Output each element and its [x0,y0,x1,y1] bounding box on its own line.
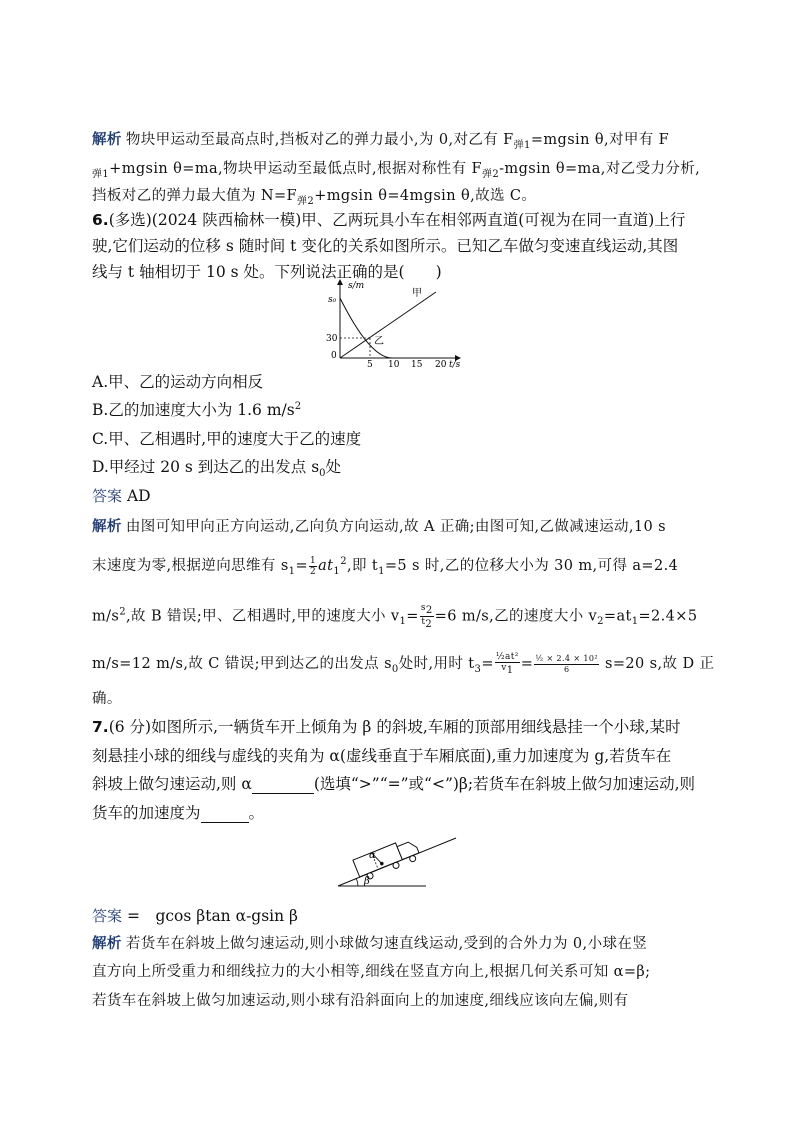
q6-solution-line-3: $m/s^2$,故 B 错误;甲、乙相遇时,甲的速度大小 $v_1=$ $\frac{s_2}{t_2}$ =6 m/s,乙的速度大小 $v_2=at_1=2.4\times 5$ [92,603,698,630]
q7-answer: 答案 = gcos βtan α-gsin β [92,907,299,925]
x-axis-label: t/s [449,360,461,370]
beta-label: β [364,876,370,887]
q6-line-3: 线与 t 轴相切于 10 s 处。下列说法正确的是( ) [92,263,442,281]
q6-option-c: C.甲、乙相遇时,甲的速度大于乙的速度 [92,430,362,448]
x-tick-15: 15 [411,360,423,370]
q7-line-3: 斜坡上做匀速运动,则 α (选填“>”“=”或“<”)β;若货车在斜坡上做匀加速运动,则 [92,775,696,793]
analysis-tag: 解析 [92,132,122,148]
q6-solution-line-5: 确。 [92,691,122,707]
q7-solution-line-3: 若货车在斜坡上做匀加速运动,则小球有沿斜面向上的加速度,细线应该向左偏,则有 [92,993,629,1009]
beta-arc [356,878,358,886]
q6-option-d: D.甲经过 20 s 到达乙的出发点 $s_0$处 [92,458,342,480]
jia-label: 甲 [412,288,422,299]
alpha-label: α [369,850,376,861]
q7-solution-line-2: 直方向上所受重力和细线拉力的大小相等,细线在竖直方向上,根据几何关系可知 α=β; [92,964,651,980]
q7-solution-line-1: 解析 若货车在斜坡上做匀速运动,则小球做匀速直线运动,受到的合外力为 0,小球在竖 [92,936,648,952]
x-tick-10: 10 [388,360,400,370]
q6-line-2: 驶,它们运动的位移 s 随时间 t 变化的关系如图所示。已知乙车做匀变速直线运动,其图 [92,237,679,255]
s0-label: s₀ [328,295,337,305]
truck-slope-figure [336,830,458,890]
q7-line-4: 货车的加速度为 。 [92,804,265,822]
q7-line-1: 7.(6 分)如图所示,一辆货车开上倾角为 β 的斜坡,车厢的顶部用细线悬挂一个小球,某时 [92,718,681,736]
q6-answer: 答案 AD [92,487,151,505]
q6-solution-line-4: m/s=12 m/s,故 C 错误;甲到达乙的出发点 $s_0$处时,用时 $t_3=$ $\frac{\text{½at²}}{v_1}$ = $\frac{\text{½ × 2.4 × 10²}}{6}$ s=20 s,故 D 正 [92,652,715,676]
q6-option-a: A.甲、乙的运动方向相反 [92,373,264,391]
q6-solution-line-2: 末速度为零,根据逆向思维有 $s_1=$ $\frac{1}{2}$ $at_1^2$,即 $t_1=5$ s 时,乙的位移大小为 30 m,可得 a=2.4 [92,555,679,577]
q7-line-2: 刻悬挂小球的细线与虚线的夹角为 α(虚线垂直于车厢底面),重力加速度为 g,若货车在 [92,747,672,765]
q7-number: 7. [92,718,109,736]
q6-line-1: 6.(多选)(2024 陕西榆林一模)甲、乙两玩具小车在相邻两直道(可视为在同一直道)上行 [92,211,686,229]
analysis-line-1: 解析 物块甲运动至最高点时,挡板对乙的弹力最小,为 0,对乙有 $F_{弹1}=mgsin$ θ,对甲有 F [92,132,670,151]
q7-blank-2[interactable] [201,804,249,823]
x-tick-20: 20 [435,360,447,370]
y-axis-label: s/m [348,281,365,291]
q6-number: 6. [92,211,109,229]
q6-option-b: B.乙的加速度大小为 1.6 $m/s^2$ [92,400,302,419]
q6-solution-line-1: 解析 由图可知甲向正方向运动,乙向负方向运动,故 A 正确;由图可知,乙做减速运动,10 s [92,519,667,535]
y-30-label: 30 [326,334,338,344]
x-tick-5: 5 [367,360,373,370]
analysis-line-3: 挡板对乙的弹力最大值为 $N=F_{弹2}+mgsin$ θ=4mgsin θ,故选 C。 [92,188,537,207]
analysis-line-2: $_{弹1}$+mgsin θ=ma,物块甲运动至最低点时,根据对称性有 $F_{弹2}$-mgsin θ=ma,对乙受力分析, [92,161,701,180]
q7-blank-1[interactable] [252,775,314,794]
origin-label: 0 [331,351,337,361]
yi-label: 乙 [374,336,384,347]
st-graph [322,278,472,370]
